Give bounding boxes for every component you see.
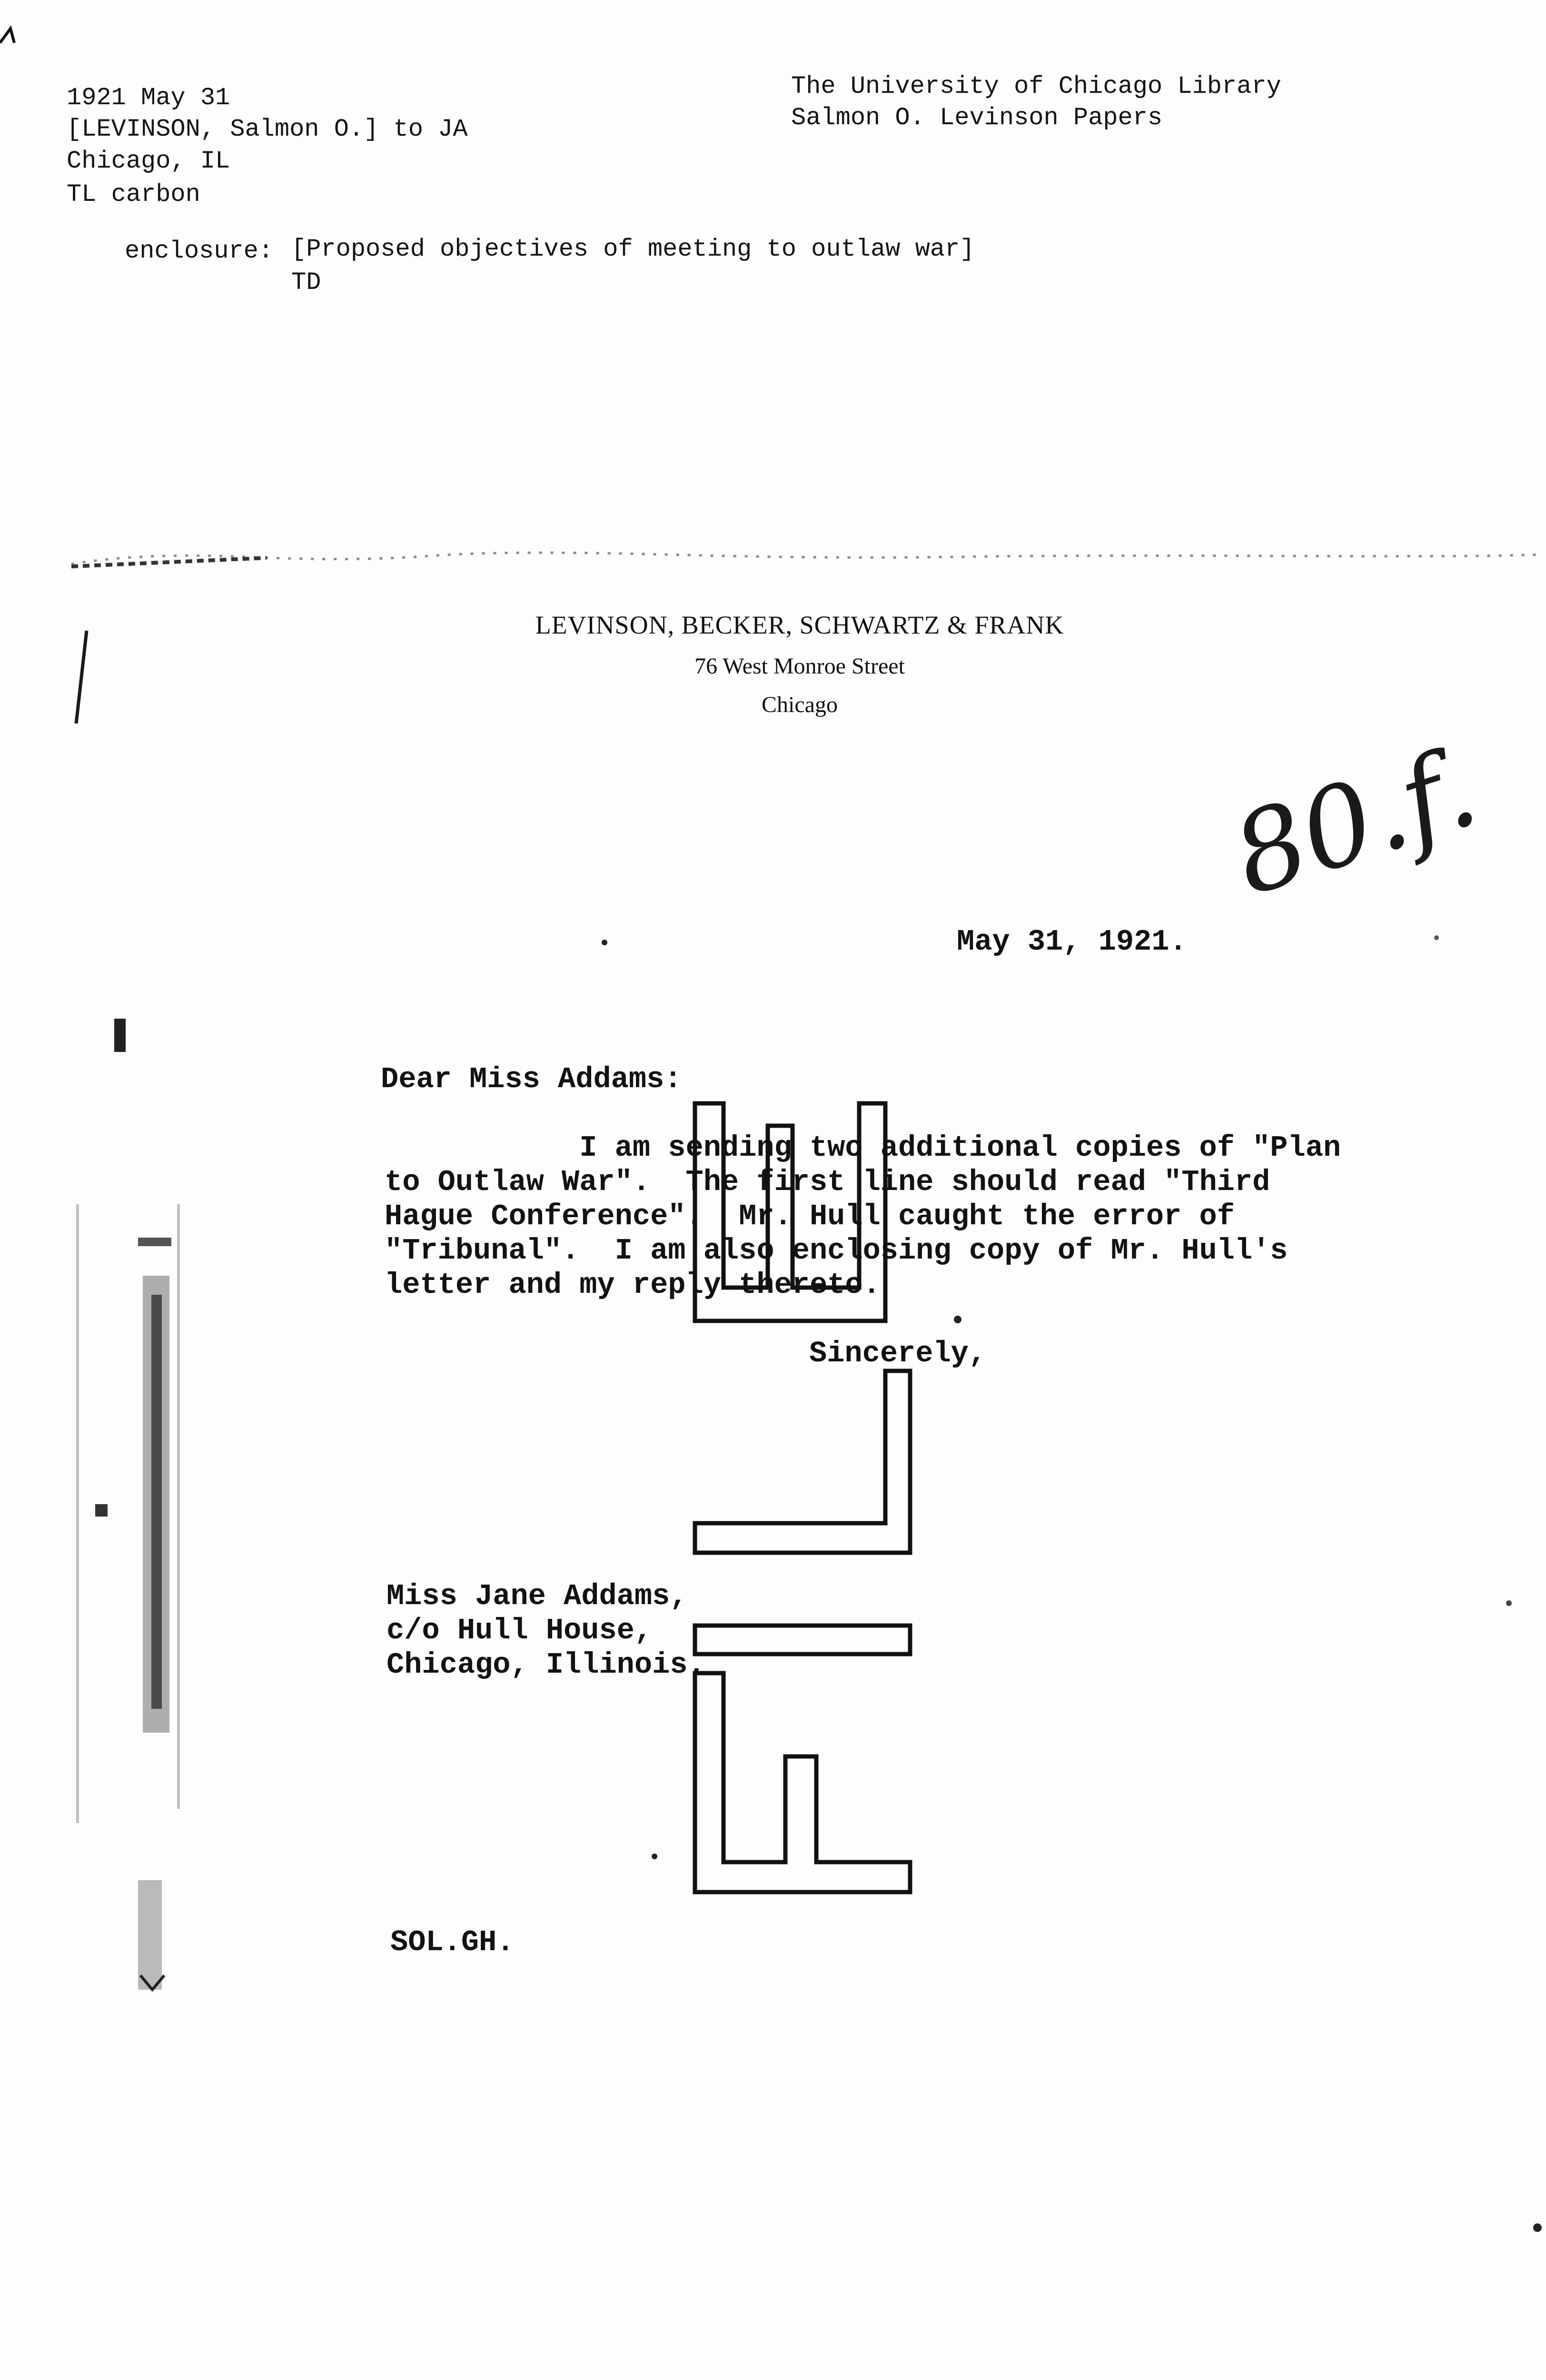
catalog-repository-line2: Salmon O. Levinson Papers	[791, 104, 1163, 132]
catalog-place: Chicago, IL	[67, 147, 230, 175]
stamp-letter-f	[695, 1673, 910, 1892]
letterhead-firm: LEVINSON, BECKER, SCHWARTZ & FRANK	[535, 611, 1064, 639]
stamp-letter-l	[695, 1371, 910, 1553]
recipient-line: Chicago, Illinois.	[386, 1648, 705, 1682]
letterhead-city: Chicago	[762, 692, 838, 717]
catalog-form: TL carbon	[67, 180, 200, 208]
letter-salutation: Dear Miss Addams:	[381, 1062, 682, 1096]
recipient-line: c/o Hull House,	[386, 1614, 653, 1647]
letter-body-line: to Outlaw War". The first line should read "Third	[385, 1165, 1270, 1199]
recipient-line: Miss Jane Addams,	[386, 1579, 688, 1613]
catalog-date: 1921 May 31	[67, 84, 230, 112]
catalog-repository-line1: The University of Chicago Library	[791, 72, 1281, 100]
handwritten-filing-note: 80.f.	[1219, 724, 1492, 921]
letter-date: May 31, 1921.	[957, 925, 1187, 959]
enclosure-text: [Proposed objectives of meeting to outlaw war]	[291, 235, 975, 263]
letter-body-line: I am sending two additional copies of "Plan	[385, 1131, 1341, 1165]
enclosure-label: enclosure:	[125, 237, 274, 265]
letter-closing: Sincerely,	[809, 1337, 987, 1370]
letter-body-line: "Tribunal". I am also enclosing copy of Mr. Hull's	[385, 1234, 1288, 1268]
letter-body-line: letter and my reply thereto.	[385, 1268, 881, 1302]
letterhead-address: 76 West Monroe Street	[694, 654, 905, 679]
stamp-letter-i	[695, 1626, 910, 1654]
stamp-letter-e	[695, 1103, 885, 1321]
enclosure-form: TD	[291, 268, 321, 297]
letter-body-line: Hague Conference". Mr. Hull caught the error of	[385, 1200, 1235, 1233]
typist-initials: SOL.GH.	[390, 1925, 515, 1959]
catalog-correspondents: [LEVINSON, Salmon O.] to JA	[67, 115, 468, 143]
